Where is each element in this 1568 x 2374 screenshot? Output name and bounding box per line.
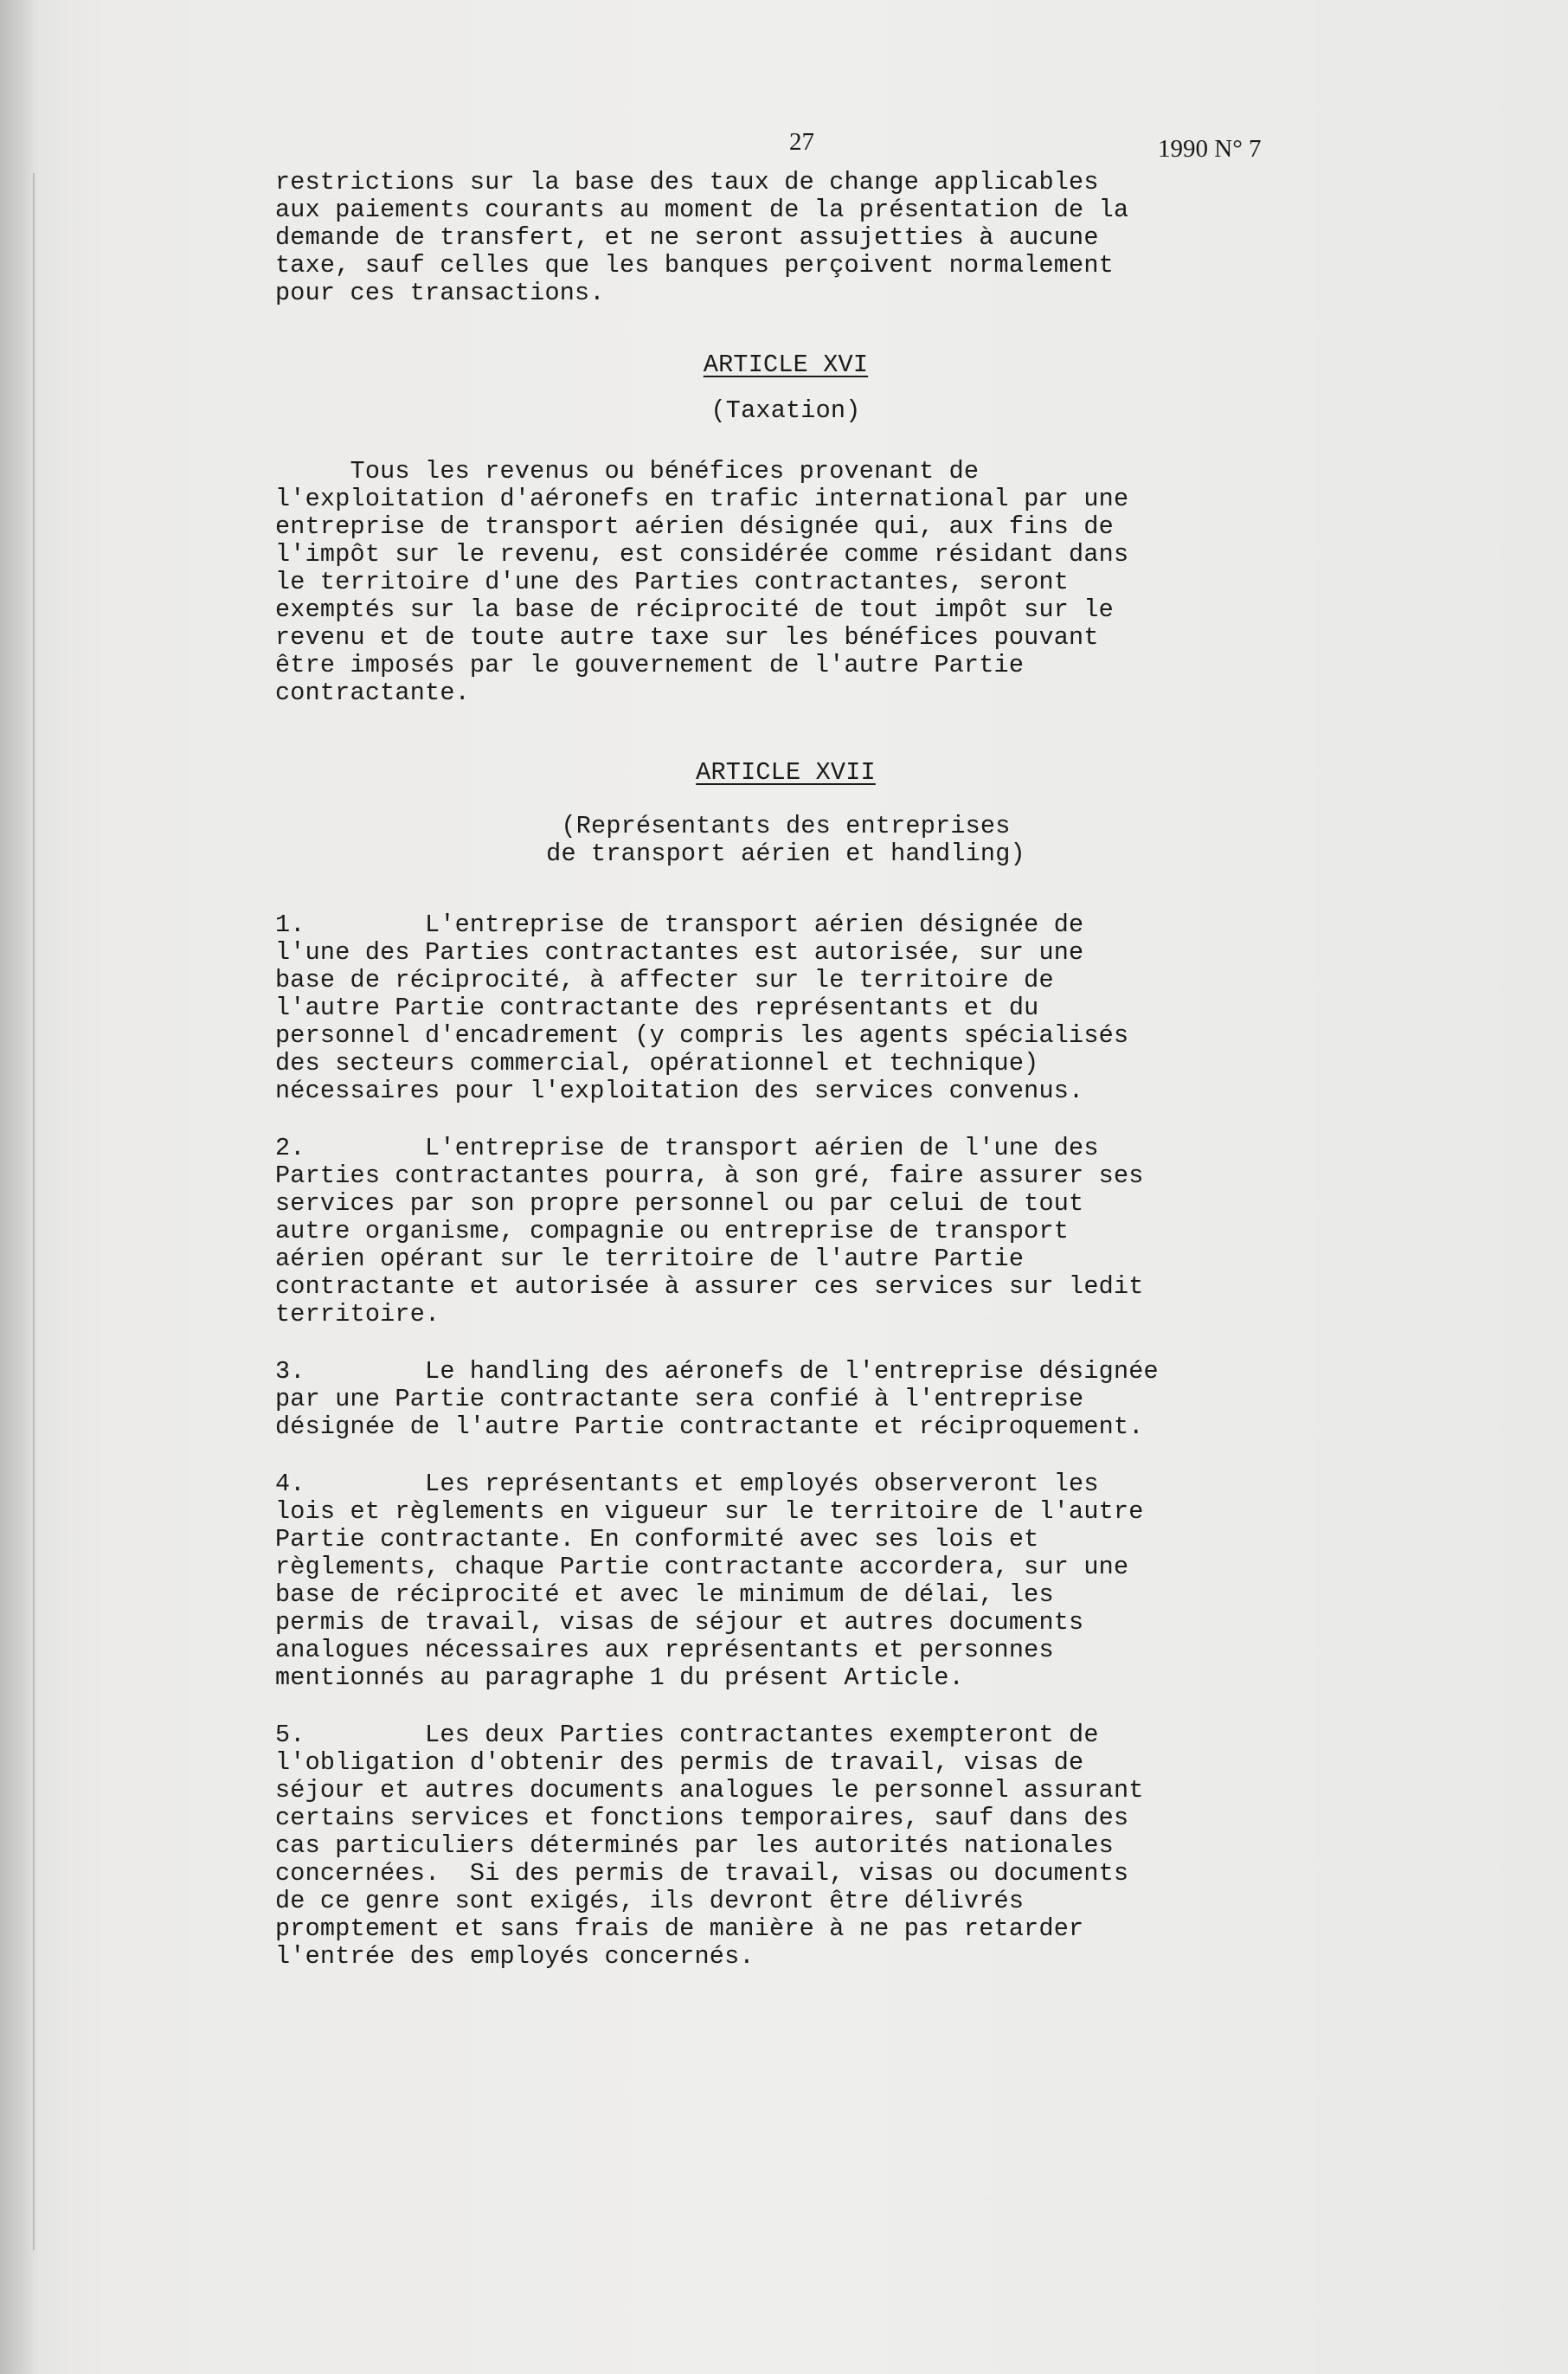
article-16-subtitle: (Taxation) xyxy=(710,396,861,425)
article-16-title xyxy=(275,351,1296,379)
page-number: 27 xyxy=(789,128,814,156)
article-17-paragraph-5: 5. Les deux Parties contractantes exempteront de l'obligation d'obtenir des permis de travail, visas de séjour et autres documents analogues le personnel assurant certains services et fonctions temporaires, sauf dans des cas particuliers déterminés par les autorités nationales concernées. Si des permis de travail, visas ou documents de ce genre sont exigés, ils devront être délivrés promptement et sans frais de manière à ne pas retarder l'entrée des employés concernés. xyxy=(275,1721,1144,1971)
article-17-paragraph-3: 3. Le handling des aéronefs de l'entreprise désignée par une Partie contractante sera confié à l'entreprise désignée de l'autre Partie contractante et réciproquement. xyxy=(275,1357,1159,1441)
article-17-title xyxy=(275,759,1296,787)
article-17-subtitle: (Représentants des entreprises de transport aérien et handling) xyxy=(546,812,1025,868)
article-17-title-text: ARTICLE XVII xyxy=(696,758,876,787)
article-17-paragraph-2: 2. L'entreprise de transport aérien de l'une des Parties contractantes pourra, à son gré, faire assurer ses services par son propre personnel ou par celui de tout autre organisme, compagnie ou entreprise de transport aérien opérant sur le territoire de l'autre Partie contractante et autorisée à assurer ces services sur ledit territoire. xyxy=(275,1134,1144,1329)
article-16-title-text: ARTICLE XVI xyxy=(703,351,869,379)
document-body xyxy=(275,169,1296,1971)
article-16-text: Tous les revenus ou bénéfices provenant de l'exploitation d'aéronefs en trafic international par une entreprise de transport aérien désignée qui, aux fins de l'impôt sur le revenu, est considérée comme résidant dans le territoire d'une des Parties contractantes, seront exemptés sur la base de réciprocité de tout impôt sur le revenu et de toute autre taxe sur les bénéfices pouvant être imposés par le gouvernement de l'autre Partie contractante. xyxy=(275,457,1129,707)
issue-label: 1990 N° 7 xyxy=(1158,135,1262,163)
page-header xyxy=(0,128,1568,163)
article-17-paragraph-1: 1. L'entreprise de transport aérien désignée de l'une des Parties contractantes est autorisée, sur une base de réciprocité, à affecter sur le territoire de l'autre Partie contractante des représentants et du personnel d'encadrement (y compris les agents spécialisés des secteurs commercial, opérationnel et technique) nécessaires pour l'exploitation des services convenus. xyxy=(275,910,1129,1105)
binding-edge xyxy=(33,173,35,2250)
intro-paragraph: restrictions sur la base des taux de change applicables aux paiements courants au moment de la présentation de la demande de transfert, et ne seront assujetties à aucune taxe, sauf celles que les banques perçoivent normalement pour ces transactions. xyxy=(275,168,1129,307)
article-17-paragraph-4: 4. Les représentants et employés observeront les lois et règlements en vigueur sur le territoire de l'autre Partie contractante. En conformité avec ses lois et règlements, chaque Partie contractante accordera, sur une base de réciprocité et avec le minimum de délai, les permis de travail, visas de séjour et autres documents analogues nécessaires aux représentants et personnes mentionnés au paragraphe 1 du présent Article. xyxy=(275,1470,1144,1692)
